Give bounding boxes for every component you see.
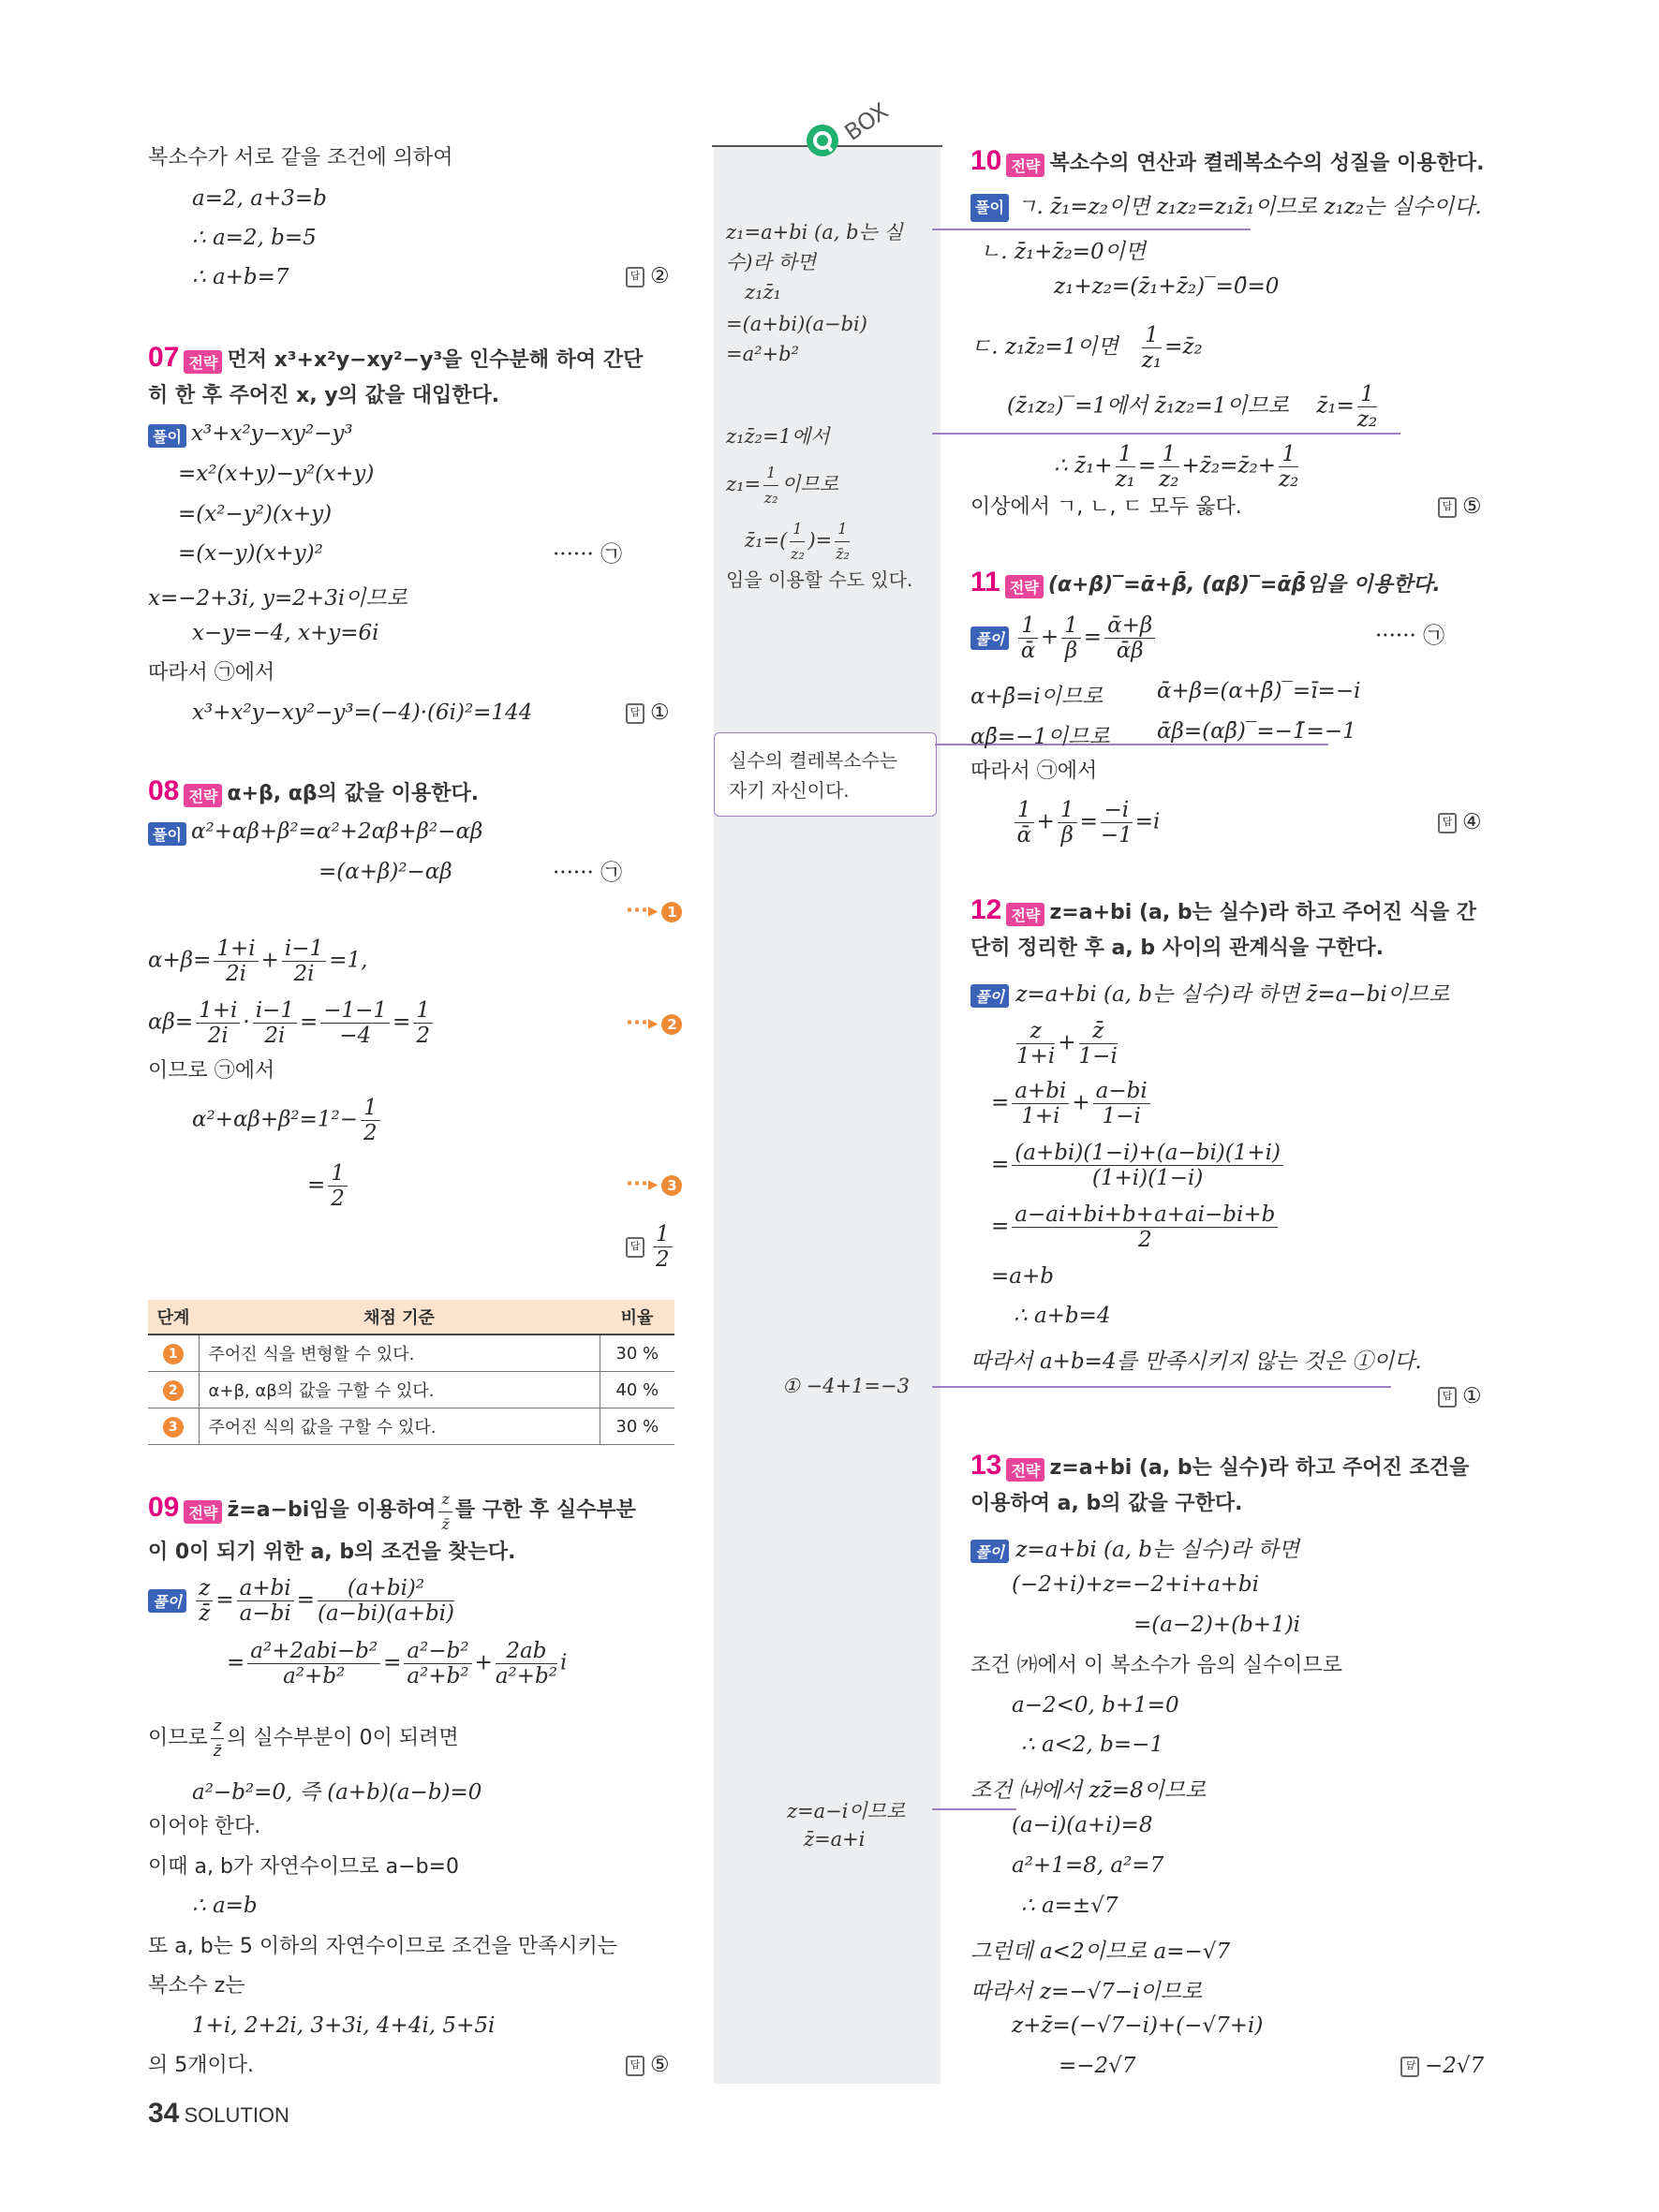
connector-line — [932, 229, 1251, 230]
answer-icon: 답 — [1438, 1387, 1457, 1408]
problem-08-header — [148, 775, 479, 807]
qbox-note-1-line-3: z₁z̄₁ — [745, 281, 781, 303]
page-number: 34 — [148, 2098, 180, 2129]
table-header: 채점 기준 — [199, 1300, 600, 1335]
p07-line-4: =(x−y)(x+y)² — [178, 541, 323, 566]
table-cell: 주어진 식의 값을 구할 수 있다. — [199, 1408, 600, 1445]
p09-line-6: 이때 a, b가 자연수이므로 a−b=0 — [148, 1855, 459, 1879]
problem-09-header: 09 전략 z̄=a−bi임을 이용하여 $\frac{z}{z̄}$ 를 구한 후 실수부분 — [148, 1487, 636, 1537]
qbox-note-1-line-2: 수)라 하면 — [726, 251, 817, 273]
strategy-text: (α+β)‾=ᾱ+β̄, (αβ)‾=ᾱβ̄임을 이용한다. — [1047, 573, 1441, 597]
footer-label: SOLUTION — [184, 2103, 289, 2127]
p09-answer: 답 ⑤ — [626, 2053, 670, 2077]
qbox-note-4: ① −4+1=−3 — [782, 1375, 910, 1397]
qbox-note-3-line-2: 자기 자신이다. — [729, 779, 850, 802]
p08-line-1: 풀이 α²+αβ+β²=α²+2αβ+β²−αβ — [148, 819, 482, 846]
p09-line-10: 1+i, 2+2i, 3+3i, 4+4i, 5+5i — [192, 2013, 496, 2038]
p12-line-8: 따라서 a+b=4를 만족시키지 않는 것은 ①이다. — [970, 1349, 1422, 1374]
qbox-note-2-line-4: 임을 이용할 수도 있다. — [726, 568, 913, 591]
strategy-text: z=a+bi (a, b는 실수)라 하고 주어진 식을 간 — [1049, 901, 1476, 924]
p13-line-1: 풀이 z=a+bi (a, b는 실수)라 하면 — [970, 1532, 1299, 1563]
p13-line-14: =−2√7 — [1059, 2054, 1136, 2078]
intro-line-2: a=2, a+3=b — [192, 186, 327, 211]
problem-13-header — [970, 1450, 1469, 1482]
p13-line-3: =(a−2)+(b+1)i — [1133, 1613, 1301, 1637]
problem-number: 12 — [970, 894, 1002, 925]
p12-line-1: 풀이 z=a+bi (a, b는 실수)라 하면 z̄=a−bi이므로 — [970, 977, 1449, 1008]
solution-tag: 풀이 — [148, 1589, 186, 1613]
p11-line-2a: α+β̄=i이므로 — [970, 685, 1104, 709]
p07-line-6: x−y=−4, x+y=6i — [192, 621, 379, 645]
p08-result-1: α²+αβ+β²=1²− $\frac{1}{2}$ — [192, 1096, 383, 1145]
strategy-tag: 전략 — [1006, 154, 1044, 177]
p12-line-6: =a+b — [991, 1264, 1054, 1289]
table-cell: 주어진 식을 변형할 수 있다. — [199, 1335, 600, 1372]
step-circle: 2 — [163, 1380, 184, 1401]
table-header: 비율 — [600, 1300, 674, 1335]
step-circle: 1 — [163, 1344, 184, 1364]
problem-number: 07 — [148, 342, 180, 373]
table-cell: 30 % — [600, 1408, 674, 1445]
p07-dots: ······ ㉠ — [553, 542, 623, 567]
solution-tag: 풀이 — [148, 424, 186, 448]
problem-13-strategy-2: 이용하여 a, b의 값을 구한다. — [970, 1492, 1243, 1515]
q-box-label: BOX — [839, 97, 894, 146]
problem-number: 10 — [970, 145, 1002, 176]
p13-line-11: 그런데 a<2이므로 a=−√7 — [970, 1939, 1231, 1964]
p10-line-6: ∴ z̄₁+ $\frac{1}{\text{z₁}}$ = $\frac{1}{\text{z₂}}$ +z̄₂=z̄₂+ $\frac{1}{\text{z₂}}$ — [1054, 442, 1299, 492]
answer-icon: 답 — [626, 267, 644, 288]
p10-line-7: 이상에서 ㄱ, ㄴ, ㄷ 모두 옳다. — [970, 495, 1242, 519]
answer-icon: 답 — [626, 703, 644, 724]
solution-tag: 풀이 — [970, 1540, 1009, 1563]
problem-09-strategy-2: 이 0이 되기 위한 a, b의 조건을 찾는다. — [148, 1541, 516, 1564]
p13-line-9: a²+1=8, a²=7 — [1012, 1853, 1164, 1878]
strategy-tag: 전략 — [184, 784, 222, 807]
p09-line-9: 복소수 z는 — [148, 1974, 245, 1998]
connector-line — [932, 1808, 1016, 1810]
p10-line-4: ㄷ. z₁z̄₂=1이면 $\frac{1}{\text{z₁}}$ =z̄₂ — [970, 323, 1203, 373]
solution-tag: 풀이 — [970, 194, 1009, 222]
answer-icon: 답 — [1438, 497, 1457, 518]
answer-icon: 답 — [626, 1237, 644, 1258]
problem-12-header — [970, 894, 1476, 926]
p10-line-2: ㄴ. z̄₁+z̄₂=0이면 — [980, 240, 1147, 264]
table-header: 단계 — [148, 1300, 199, 1335]
qbox-note-3-line-1: 실수의 켤레복소수는 — [729, 749, 898, 772]
p12-answer: 답 ① — [1438, 1384, 1482, 1408]
p11-dots: ······ ㉠ — [1375, 624, 1445, 648]
solution-tag: 풀이 — [970, 984, 1009, 1008]
step-circle: 3 — [163, 1417, 184, 1438]
p09-line-7: ∴ a=b — [192, 1894, 258, 1918]
p10-line-1: 풀이 ㄱ. z̄₁=z₂이면 z₁z₂=z₁z̄₁이므로 z₁z₂는 실수이다. — [970, 194, 1482, 222]
strategy-tag: 전략 — [184, 350, 222, 374]
p07-line-2: =x²(x+y)−y²(x+y) — [178, 462, 375, 486]
p10-answer: 답 ⑤ — [1438, 494, 1482, 519]
step-mark-3: ···▸ 3 — [626, 1172, 682, 1196]
p13-line-2: (−2+i)+z=−2+i+a+bi — [1012, 1572, 1260, 1597]
connector-line — [932, 1386, 1391, 1388]
p08-line-2: =(α+β)²−αβ — [318, 860, 452, 884]
p11-line-4: 따라서 ㉠에서 — [970, 759, 1098, 783]
qbox-note-5-line-1: z=a−i이므로 — [787, 1800, 906, 1822]
step-mark-2: ···▸ 2 — [626, 1011, 682, 1035]
problem-number: 08 — [148, 775, 180, 806]
p11-line-3b: ᾱβ=(αβ̄)‾=−1̄=−1 — [1157, 719, 1356, 744]
q-box-logo — [802, 97, 914, 159]
p11-line-2b: ᾱ+β=(α+β̄)‾=ī=−i — [1157, 679, 1361, 703]
p12-line-3: = $\frac{a+bi}{1+i}$ + $\frac{a-bi}{1-i}$ — [991, 1079, 1153, 1128]
p13-line-8: (a−i)(a+i)=8 — [1012, 1813, 1153, 1837]
p07-line-8: x³+x²y−xy²−y³=(−4)·(6i)²=144 — [192, 700, 533, 725]
table-row — [148, 1372, 674, 1408]
p09-line-4: a²−b²=0, 즉 (a+b)(a−b)=0 — [192, 1780, 482, 1805]
p12-line-4: = $\frac{(a+bi)(1-i)+(a-bi)(1+i)}{(1+i)(1-i)}$ — [991, 1141, 1286, 1190]
page-footer — [148, 2098, 289, 2130]
p09-line-11: 의 5개이다. — [148, 2054, 254, 2077]
p08-answer: 답 $\frac{1}{2}$ — [626, 1222, 675, 1272]
intro-line-4: ∴ a+b=7 — [192, 265, 289, 289]
p09-line-1: 풀이 $\frac{z}{z̄}$ = $\frac{a+bi}{a-bi}$ = $\frac{\text{(a+bi)²}}{(a-bi)(a+bi)}$ — [148, 1576, 457, 1626]
p11-line-3a: αβ̄=−1이므로 — [970, 725, 1110, 749]
strategy-tag: 전략 — [1006, 1458, 1044, 1482]
p08-then: 이므로 ㉠에서 — [148, 1059, 275, 1083]
qbox-note-1-line-5: =a²+b² — [726, 343, 799, 365]
p13-line-6: ∴ a<2, b=−1 — [1021, 1733, 1164, 1757]
answer-icon: 답 — [1400, 2057, 1419, 2077]
p13-line-5: a−2<0, b+1=0 — [1012, 1693, 1179, 1718]
qbox-note-2-line-2: z₁= $\frac{1}{\text{z₂}}$ 이므로 — [726, 461, 838, 510]
table-cell: α+β, αβ의 값을 구할 수 있다. — [199, 1372, 600, 1408]
intro-line-3: ∴ a=2, b=5 — [192, 226, 317, 250]
p13-line-10: ∴ a=±√7 — [1021, 1894, 1118, 1918]
p11-answer: 답 ④ — [1438, 810, 1482, 834]
p12-line-7: ∴ a+b=4 — [1014, 1304, 1111, 1328]
problem-12-strategy-2: 단히 정리한 후 a, b 사이의 관계식을 구한다. — [970, 936, 1384, 960]
p08-result-2: = $\frac{1}{2}$ — [307, 1161, 350, 1211]
intro-answer: 답 ② — [626, 264, 670, 288]
p09-line-2: = $\frac{\text{a²+2abi−b²}}{\text{a²+b²}}$ = $\frac{\text{a²−b²}}{\text{a²+b²}}$ + $\frac{2ab}{\text{a²+b²}}$ i — [227, 1639, 568, 1688]
p09-line-5: 이어야 한다. — [148, 1815, 261, 1838]
p13-line-12: 따라서 z=−√7−i이므로 — [970, 1980, 1203, 2004]
qbox-note-1-line-4: =(a+bi)(a−bi) — [726, 313, 867, 335]
problem-07-strategy-2: 히 한 후 주어진 x, y의 값을 대입한다. — [148, 384, 500, 407]
p12-line-2: $\frac{z}{1+i}$ + $\frac{z̄}{1-i}$ — [1016, 1019, 1118, 1069]
table-row — [148, 1335, 674, 1372]
p10-line-3: z₁+z₂=(z̄₁+z̄₂)‾=0̄=0 — [1054, 274, 1280, 299]
table-header-row — [148, 1300, 674, 1335]
p07-answer: 답 ① — [626, 700, 670, 725]
p12-line-5: = $\frac{a-ai+bi+b+a+ai-bi+b}{2}$ — [991, 1202, 1281, 1252]
problem-07-header — [148, 342, 643, 374]
connector-line — [932, 433, 1400, 435]
scoring-table — [148, 1300, 674, 1445]
p07-line-5: x=−2+3i, y=2+3i이므로 — [148, 586, 407, 611]
problem-07-solution: 풀이 x³+x²y−xy²−y³ — [148, 421, 353, 448]
strategy-text: 먼저 x³+x²y−xy²−y³을 인수분해 하여 간단 — [227, 348, 644, 372]
strategy-tag: 전략 — [1006, 903, 1044, 926]
problem-10-header — [970, 145, 1485, 177]
strategy-text: 복소수의 연산과 켤레복소수의 성질을 이용한다. — [1049, 152, 1485, 175]
qbox-note-2-line-3: z̄₁=( $\frac{1}{\text{z₂}}$ )= $\frac{1}{\text{z̄₂}}$ — [745, 517, 852, 567]
strategy-text: α+β, αβ의 값을 이용한다. — [227, 782, 480, 805]
p13-answer: 답 −2√7 — [1400, 2054, 1484, 2078]
table-cell: 30 % — [600, 1335, 674, 1372]
table-cell: 40 % — [600, 1372, 674, 1408]
p09-line-3: 이므로 $\frac{z}{z̄}$ 의 실수부분이 0이 되려면 — [148, 1714, 459, 1763]
p09-line-8: 또 a, b는 5 이하의 자연수이므로 조건을 만족시키는 — [148, 1935, 618, 1958]
qbox-note-2-line-1: z₁z̄₂=1에서 — [726, 425, 830, 448]
qbox-note-5-line-2: z̄=a+i — [804, 1828, 866, 1851]
p11-line-1: 풀이 $\frac{1}{\text{ᾱ}}$ + $\frac{1}{\beta}$ = $\frac{\text{ᾱ+β}}{\text{ᾱβ}}$ — [970, 613, 1158, 663]
p08-dots: ······ ㉠ — [553, 861, 623, 885]
answer-icon: 답 — [1438, 813, 1457, 833]
table-row — [148, 1408, 674, 1445]
step-mark-1: ···▸ 1 — [626, 899, 682, 922]
strategy-tag: 전략 — [1005, 575, 1044, 598]
problem-number: 09 — [148, 1492, 180, 1523]
strategy-tag: 전략 — [184, 1500, 222, 1524]
p08-sum-line: α+β= $\frac{1+i}{2i}$ + $\frac{i-1}{2i}$ =1, — [148, 936, 368, 986]
p07-line-3: =(x²−y²)(x+y) — [178, 502, 333, 526]
solution-tag: 풀이 — [148, 822, 186, 846]
problem-number: 11 — [970, 567, 1000, 597]
p08-product-line: αβ= $\frac{1+i}{2i}$ · $\frac{i-1}{2i}$ = $\frac{-1-1}{-4}$ = $\frac{1}{2}$ — [148, 998, 436, 1048]
p11-line-5: $\frac{1}{\text{ᾱ}}$ + $\frac{1}{\beta}$ = $\frac{-i}{-1}$ =i — [1012, 798, 1160, 848]
answer-icon: 답 — [626, 2056, 644, 2076]
solution-tag: 풀이 — [970, 627, 1009, 650]
p13-line-7: 조건 ㈏에서 zz̄=8이므로 — [970, 1778, 1207, 1803]
p13-line-13: z+z̄=(−√7−i)+(−√7+i) — [1012, 2013, 1264, 2038]
p10-line-5: (z̄₁z₂)‾=1에서 z̄₁z₂=1이므로 z̄₁= $\frac{1}{\text{z₂}}$ — [1007, 382, 1378, 432]
strategy-text: z=a+bi (a, b는 실수)라 하고 주어진 조건을 — [1049, 1456, 1470, 1480]
p07-line-7: 따라서 ㉠에서 — [148, 661, 275, 685]
p13-line-4: 조건 ㈎에서 이 복소수가 음의 실수이므로 — [970, 1654, 1342, 1677]
qbox-note-1-line-1: z₁=a+bi (a, b는 실 — [726, 221, 903, 243]
intro-line-1: 복소수가 서로 같을 조건에 의하여 — [148, 146, 453, 170]
problem-11-header — [970, 567, 1441, 598]
problem-number: 13 — [970, 1450, 1002, 1481]
